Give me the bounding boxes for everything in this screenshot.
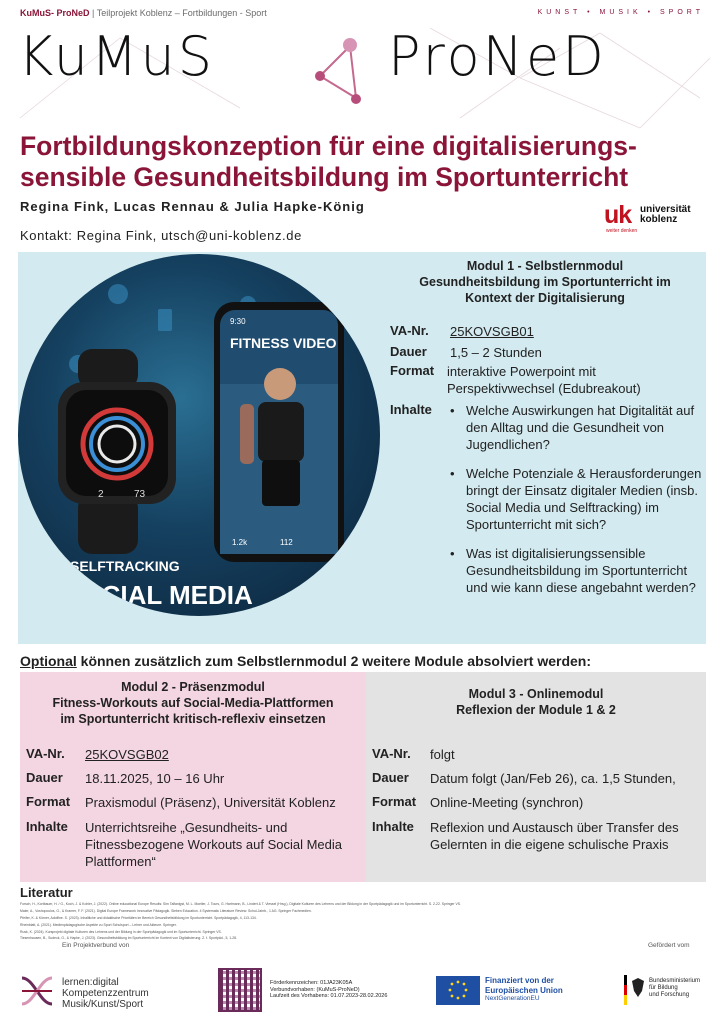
- module1-heading: Modul 1 - Selbstlernmodul Gesundheitsbildung im Sportunterricht im Kontext der Digitalisierung: [419, 259, 671, 305]
- module1-format-value: interaktive Powerpoint mit Perspektivwechsel (Edubreakout): [447, 364, 641, 396]
- module1-format-label: Format: [390, 363, 435, 378]
- phone-time: 9:30: [230, 317, 246, 326]
- caption-selftracking: SELFTRACKING: [70, 558, 180, 574]
- module2-format-label: Format: [26, 794, 71, 809]
- page-title: [20, 131, 710, 193]
- module2-dauer-value: 18.11.2025, 10 – 16 Uhr: [85, 771, 225, 786]
- lernen-digital-logo-icon: [20, 974, 54, 1008]
- eu-funding-text: Finanziert von der Europäischen Union: [485, 976, 563, 995]
- optional-note: Optional können zusätzlich zum Selbstlernmodul 2 weitere Module absolviert werden:: [20, 653, 591, 669]
- phone-title: FITNESS VIDEO: [230, 335, 337, 351]
- module2-inhalte-value: Unterrichtsreihe „Gesundheits- und Fitnessbezogene Workouts auf Social Media Plattformen“: [85, 820, 343, 869]
- module3-inhalte-label: Inhalte: [372, 819, 414, 834]
- eu-flag-icon: [436, 976, 480, 1005]
- module2-va-value: 25KOVSGB02: [85, 747, 169, 762]
- literature-reference: Pfeifer, K. & Körner, Adolfine. S. (2023). Inhaltliche und didaktische Prioritäten im Bereich Gesundheitsbildung im Sportunterricht. Sportpädagogik, 4, 113-134.: [20, 916, 257, 920]
- smartwatch-icon: [58, 349, 176, 554]
- literature-reference: Forsch, H., Kortbauer, H. / G., Koch, J. & Kohler, J. (2022). Online educational Europe Results: Sim Talfanigst, M. L. Moeller, J. Tours, G. Hartmann, B., Lindert & T. Viessel (Hrsg.), Digitale Kulturen des Lehrens und der Bildung in der Sportpädagogik und im Sportunterricht. S. 2-22. Springer VS.: [20, 902, 461, 906]
- project-network-label: Ein Projektverbund von: [62, 942, 130, 949]
- lernen-digital-logo: lernen:digital Kompetenzzentrum Musik/Kunst/Sport: [62, 977, 149, 1010]
- project-subtitle: | Teilprojekt Koblenz – Fortbildungen - Sport: [92, 8, 267, 18]
- watch-left-value: 2: [98, 489, 104, 500]
- university-name: universität koblenz: [640, 204, 691, 225]
- illustration-social-media: [18, 254, 380, 616]
- university-slogan: weiter denken: [606, 228, 638, 234]
- module1-dauer-label: Dauer: [390, 344, 427, 359]
- module3-dauer-label: Dauer: [372, 770, 409, 785]
- module1-va-label: VA-Nr.: [390, 323, 429, 338]
- title-line-1: Fortbildungskonzeption für eine digitalisierungs-: [20, 131, 637, 161]
- module2-va-label: VA-Nr.: [26, 746, 65, 761]
- logo-kumus: KuMuS: [18, 25, 216, 88]
- module2-format-value: Praxismodul (Präsenz), Universität Koblenz: [85, 795, 336, 810]
- module3-inhalte-value: Reflexion und Austausch über Transfer des Gelernten in die eigene schulische Praxis: [430, 820, 679, 852]
- tagline: KUNST • MUSIK • SPORT: [537, 9, 704, 16]
- logo-network-icon: [315, 38, 361, 104]
- list-item: • Was ist digitalisierungssensible Gesundheitsbildung im Sportunterricht und wie kann diese angebahnt werden?: [450, 545, 702, 596]
- literature-reference: Rusk, K. (2024). Kursprojekt digitale Kulturen des Lehrens und der Bildung in der Sportpädagogik und im Sportunterricht. Springer VS.: [20, 930, 222, 934]
- literature-reference: Rheinblatt, A. (2021). Medienpädagogische Aspekte zu Sport Schulsport – Lehrer und Akteure. Springer.: [20, 923, 177, 927]
- module1-va-value: 25KOVSGB01: [450, 324, 534, 339]
- module3-va-value: folgt: [430, 747, 455, 762]
- federal-eagle-icon: [624, 975, 646, 1005]
- module2-heading: Modul 2 - Präsenzmodul Fitness-Workouts auf Social-Media-Plattformen im Sportunterricht kritisch-reflexiv einsetzen: [52, 680, 334, 726]
- authors: Regina Fink, Lucas Rennau & Julia Hapke-König: [20, 199, 365, 214]
- module3-format-label: Format: [372, 794, 417, 809]
- literature-reference: Tiesenhausen, B., Sudeck, G., & Hapke, J. (2023). Gesundheitsbildung im Sportunterricht im Kontext von Digitalisierung. Z. f. Sportpäd., 5, 1-28.: [20, 936, 237, 940]
- module3-va-label: VA-Nr.: [372, 746, 411, 761]
- next-generation-eu: NextGenerationEU: [485, 995, 540, 1002]
- list-item: • Welche Auswirkungen hat Digitalität auf den Alltag und die Gesundheit von Jugendlichen?: [450, 402, 702, 453]
- literature-reference: Maier, A., Voshopoulos, G., & Kramer, F. F. (2021). Digital Europe Framework Innovative Pädagogik. Sieben Education. 4 Systematic Literature Review. Schul-Jahrb., 1 AG. Springer Fachmedien.: [20, 909, 312, 913]
- qr-code[interactable]: [218, 968, 262, 1012]
- university-logo-mark: uk: [604, 201, 632, 229]
- like-count: 1.2k: [232, 538, 248, 547]
- module3-dauer-value: Datum folgt (Jan/Feb 26), ca. 1,5 Stunden,: [430, 771, 676, 786]
- list-item: • Welche Potenziale & Herausforderungen bringt der Einsatz digitaler Medien (insb. Social Media und Selftracking) im Sportunterricht mit sich?: [450, 465, 702, 533]
- illustration-art: [18, 254, 380, 616]
- caption-social-media: SOCIAL MEDIA: [64, 580, 253, 610]
- module2-inhalte-label: Inhalte: [26, 819, 68, 834]
- literature-heading: Literatur: [20, 885, 73, 900]
- logo-proned: ProNeD: [388, 25, 607, 88]
- project-header: [20, 8, 267, 18]
- module1-inhalte-label: Inhalte: [390, 402, 432, 417]
- contact: Kontakt: Regina Fink, utsch@uni-koblenz.de: [20, 228, 302, 243]
- project-brand: KuMuS- ProNeD: [20, 8, 90, 18]
- module2-dauer-label: Dauer: [26, 770, 63, 785]
- title-line-2: sensible Gesundheitsbildung im Sportunterricht: [20, 162, 629, 192]
- watch-right-value: 73: [134, 489, 146, 500]
- funded-by-label: Gefördert vom: [648, 942, 690, 949]
- module1-contents-list: [450, 402, 702, 608]
- module1-dauer-value: 1,5 – 2 Stunden: [450, 345, 542, 360]
- bmbf-logo: Bundesministerium für Bildung und Forschung: [649, 978, 701, 998]
- module3-heading: Modul 3 - Onlinemodul Reflexion der Module 1 & 2: [456, 687, 616, 717]
- module3-format-value: Online-Meeting (synchron): [430, 795, 584, 810]
- comment-count: 112: [280, 538, 293, 547]
- funding-info: Förderkennzeichen: 01JA23K05A Verbundvorhaben: (KuMuS-ProNeD) Laufzeit des Vorhabens: 01.07.2023-28.02.2026: [270, 980, 388, 999]
